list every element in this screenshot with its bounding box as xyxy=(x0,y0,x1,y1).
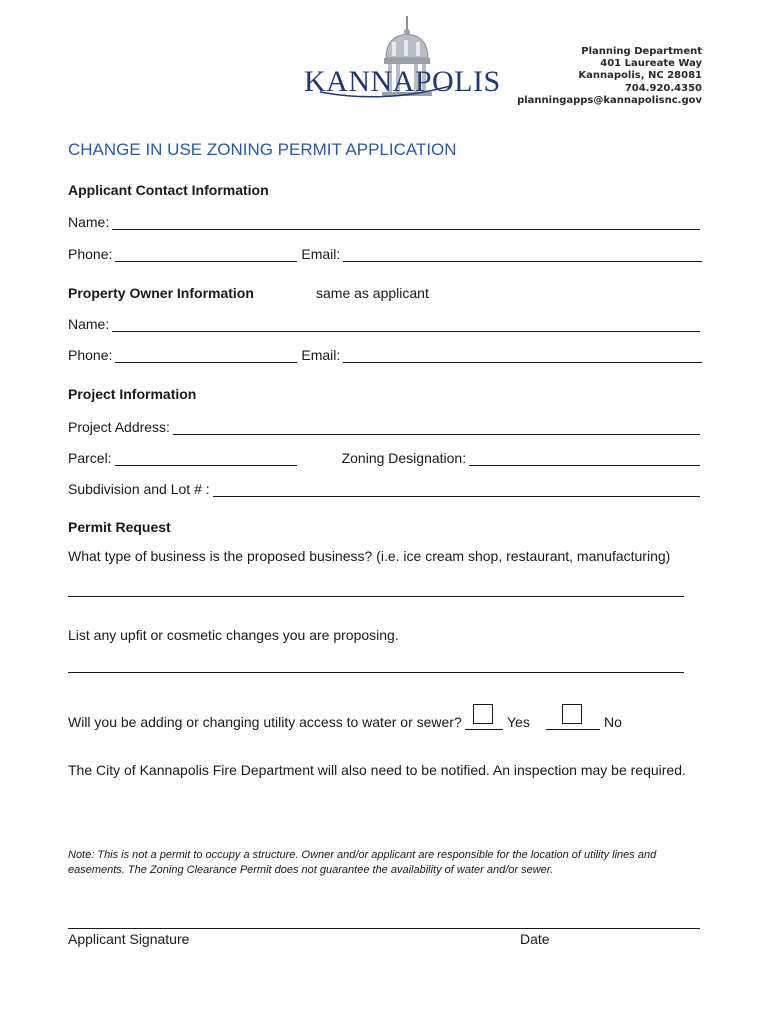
address-line: Planning Department xyxy=(581,46,702,57)
address-line: 704.920.4350 xyxy=(624,82,702,94)
applicant-name-label: Name: xyxy=(68,214,110,230)
applicant-phone-label: Phone: xyxy=(68,246,113,262)
business-type-field[interactable] xyxy=(68,596,684,597)
no-underline xyxy=(546,729,600,730)
owner-contact-row xyxy=(68,345,702,363)
logo-wordmark: KANNAPOLIS xyxy=(304,65,501,98)
applicant-email-field[interactable] xyxy=(343,247,702,262)
yes-underline xyxy=(465,729,503,730)
subdivision-label: Subdivision and Lot # : xyxy=(68,481,210,497)
utility-question: Will you be adding or changing utility access to water or sewer? xyxy=(68,714,462,730)
yes-label: Yes xyxy=(507,714,530,730)
subdivision-row xyxy=(68,479,700,497)
form-title: CHANGE IN USE ZONING PERMIT APPLICATION xyxy=(68,140,457,159)
no-checkbox[interactable] xyxy=(562,704,582,724)
upfit-field[interactable] xyxy=(68,672,684,673)
fire-department-notice: The City of Kannapolis Fire Department will also need to be notified. An inspection may be required. xyxy=(68,762,686,778)
zoning-designation-label: Zoning Designation: xyxy=(341,450,467,466)
address-line: planningapps@kannapolisnc.gov xyxy=(517,94,702,106)
yes-checkbox[interactable] xyxy=(473,704,493,724)
project-heading: Project Information xyxy=(68,386,197,402)
project-address-field[interactable] xyxy=(173,420,700,435)
owner-name-label: Name: xyxy=(68,316,110,332)
applicant-name-field[interactable] xyxy=(112,215,700,230)
no-label: No xyxy=(604,714,622,730)
permit-heading: Permit Request xyxy=(68,519,171,535)
owner-name-row xyxy=(68,314,700,332)
owner-email-label: Email: xyxy=(301,347,341,363)
parcel-zoning-row xyxy=(68,448,700,466)
signature-line[interactable] xyxy=(68,928,700,929)
applicant-contact-row xyxy=(68,244,702,262)
city-logo xyxy=(300,12,501,102)
parcel-field[interactable] xyxy=(115,451,297,466)
owner-email-field[interactable] xyxy=(343,348,702,363)
upfit-question: List any upfit or cosmetic changes you are proposing. xyxy=(68,627,399,643)
applicant-heading: Applicant Contact Information xyxy=(68,182,269,198)
business-type-question: What type of business is the proposed business? (i.e. ice cream shop, restaurant, manufacturing) xyxy=(68,548,671,564)
zoning-designation-field[interactable] xyxy=(469,451,700,466)
owner-phone-field[interactable] xyxy=(115,348,297,363)
project-address-label: Project Address: xyxy=(68,419,170,435)
applicant-email-label: Email: xyxy=(301,246,341,262)
applicant-phone-field[interactable] xyxy=(115,247,297,262)
owner-phone-label: Phone: xyxy=(68,347,113,363)
date-label: Date xyxy=(520,931,550,947)
subdivision-field[interactable] xyxy=(213,482,700,497)
address-line: 401 Laureate Way xyxy=(600,58,702,70)
parcel-label: Parcel: xyxy=(68,450,112,466)
owner-name-field[interactable] xyxy=(112,317,700,332)
signature-label: Applicant Signature xyxy=(68,931,190,947)
department-address xyxy=(517,46,702,107)
applicant-name-row xyxy=(68,212,700,230)
address-line: Kannapolis, NC 28081 xyxy=(578,70,702,82)
same-as-applicant-option[interactable]: same as applicant xyxy=(316,285,429,301)
owner-heading: Property Owner Information xyxy=(68,285,254,301)
project-address-row xyxy=(68,417,700,435)
disclaimer-note: Note: This is not a permit to occupy a structure. Owner and/or applicant are responsible for the location of utility lines and easements. The Zoning Clearance Permit does not guarantee the availability of water and/or sewer. xyxy=(68,849,657,876)
